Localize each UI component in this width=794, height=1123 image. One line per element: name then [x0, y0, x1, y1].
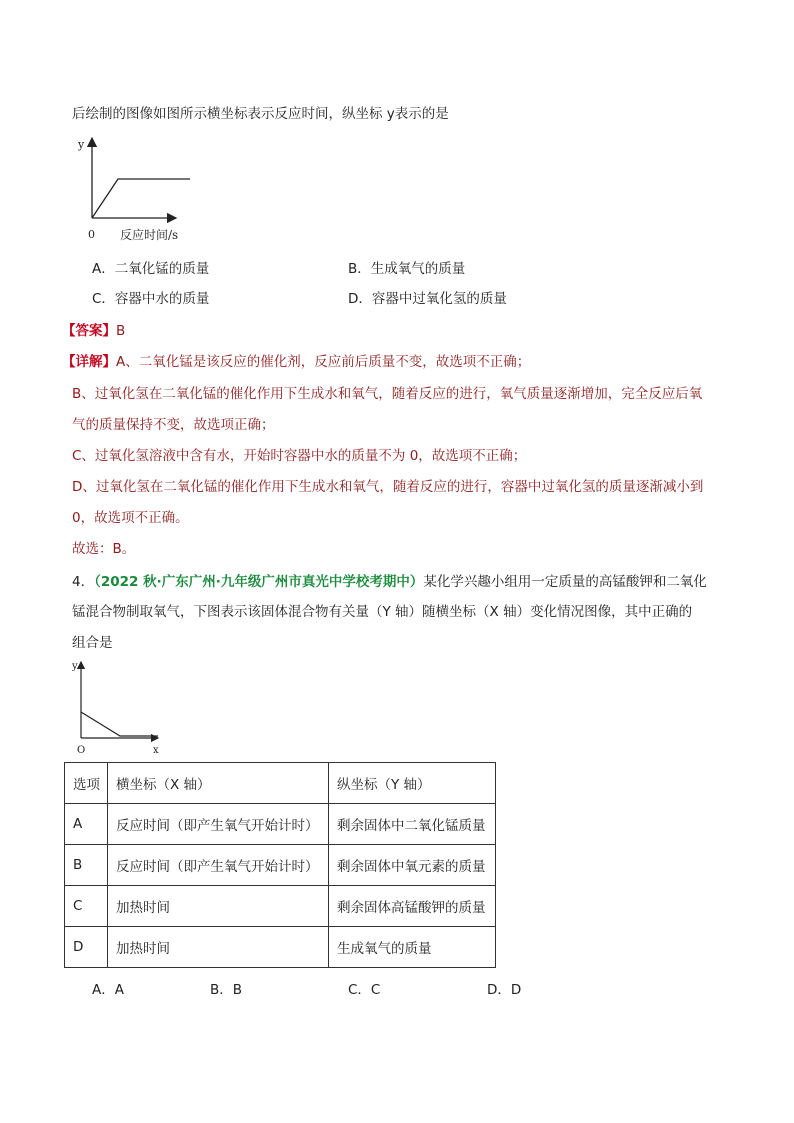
option-c[interactable]: C．容器中水的质量	[92, 291, 210, 307]
q4-option-b[interactable]: B．B	[210, 982, 243, 998]
table-cell: C	[65, 886, 108, 927]
table-row	[65, 927, 496, 968]
detail-line-2: B、过氧化氢在二氧化锰的催化作用下生成水和氧气，随着反应的进行，氧气质量逐渐增加，完全反应后氧	[72, 386, 703, 402]
table-cell: B	[65, 845, 108, 886]
option-a[interactable]: A．二氧化锰的质量	[92, 261, 210, 277]
answer-value: B	[116, 323, 126, 339]
options-table	[64, 762, 496, 968]
table-cell: 反应时间（即产生氧气开始计时）	[108, 845, 329, 886]
table-cell: 反应时间（即产生氧气开始计时）	[108, 804, 329, 845]
graph2-x-label: x	[153, 745, 159, 756]
option-d[interactable]: D．容器中过氧化氢的质量	[348, 291, 507, 307]
detail-line-6: 0，故选项不正确。	[72, 510, 189, 526]
table-cell: A	[65, 804, 108, 845]
table-cell: 剩余固体高锰酸钾的质量	[329, 886, 496, 927]
graph2-origin-label: O	[77, 745, 86, 756]
graph1-origin-label: 0	[88, 228, 95, 241]
table-header-cell: 横坐标（X 轴）	[108, 763, 329, 804]
graph1-x-label: 反应时间/s	[120, 228, 179, 242]
q4-text-1: 某化学兴趣小组用一定质量的高锰酸钾和二氧化	[423, 574, 707, 590]
graph1-y-label: y	[78, 138, 85, 151]
table-cell: 加热时间	[108, 927, 329, 968]
q4-source: （2022 秋·广东广州·九年级广州市真光中学校考期中）	[94, 574, 424, 590]
table-cell: 剩余固体中二氧化锰质量	[329, 804, 496, 845]
option-b[interactable]: B．生成氧气的质量	[348, 261, 466, 277]
detail-conclusion: 故选：B。	[72, 541, 136, 557]
table-cell: D	[65, 927, 108, 968]
detail-line-3: 气的质量保持不变，故选项正确；	[72, 417, 275, 433]
table-cell: 剩余固体中氧元素的质量	[329, 845, 496, 886]
table-row	[65, 886, 496, 927]
q4-line-3: 组合是	[72, 635, 113, 651]
detail-line-1	[62, 352, 530, 372]
graph1-curve	[92, 179, 190, 218]
graph2-y-label: y	[72, 661, 78, 672]
reaction-time-graph	[70, 132, 210, 244]
q4-number: 4．	[72, 574, 95, 590]
table-cell: 生成氧气的质量	[329, 927, 496, 968]
table-cell: 加热时间	[108, 886, 329, 927]
q4-line-1	[72, 572, 707, 592]
table-row	[65, 845, 496, 886]
q4-option-a[interactable]: A．A	[92, 982, 124, 998]
question-stem-line: 后绘制的图像如图所示横坐标表示反应时间，纵坐标 y表示的是	[72, 106, 449, 122]
table-header-cell: 选项	[65, 763, 108, 804]
graph2-curve	[81, 712, 158, 736]
table-header-cell: 纵坐标（Y 轴）	[329, 763, 496, 804]
answer-tag: 【答案】	[62, 323, 116, 339]
q4-option-d[interactable]: D．D	[487, 982, 522, 998]
q4-line-2: 锰混合物制取氧气，下图表示该固体混合物有关量（Y 轴）随横坐标（X 轴）变化情况图像，其中正确的	[72, 604, 693, 620]
detail-line-5: D、过氧化氢在二氧化锰的催化作用下生成水和氧气，随着反应的进行，容器中过氧化氢的质量逐渐减小到	[72, 479, 704, 495]
q4-option-c[interactable]: C．C	[348, 982, 381, 998]
detail-text: A、二氧化锰是该反应的催化剂，反应前后质量不变，故选项不正确；	[116, 354, 531, 370]
solid-mixture-graph	[66, 656, 176, 756]
detail-line-4: C、过氧化氢溶液中含有水，开始时容器中水的质量不为 0，故选项不正确；	[72, 448, 527, 464]
table-row	[65, 804, 496, 845]
answer-line	[62, 321, 125, 341]
detail-tag: 【详解】	[62, 354, 116, 370]
table-header-row	[65, 763, 496, 804]
